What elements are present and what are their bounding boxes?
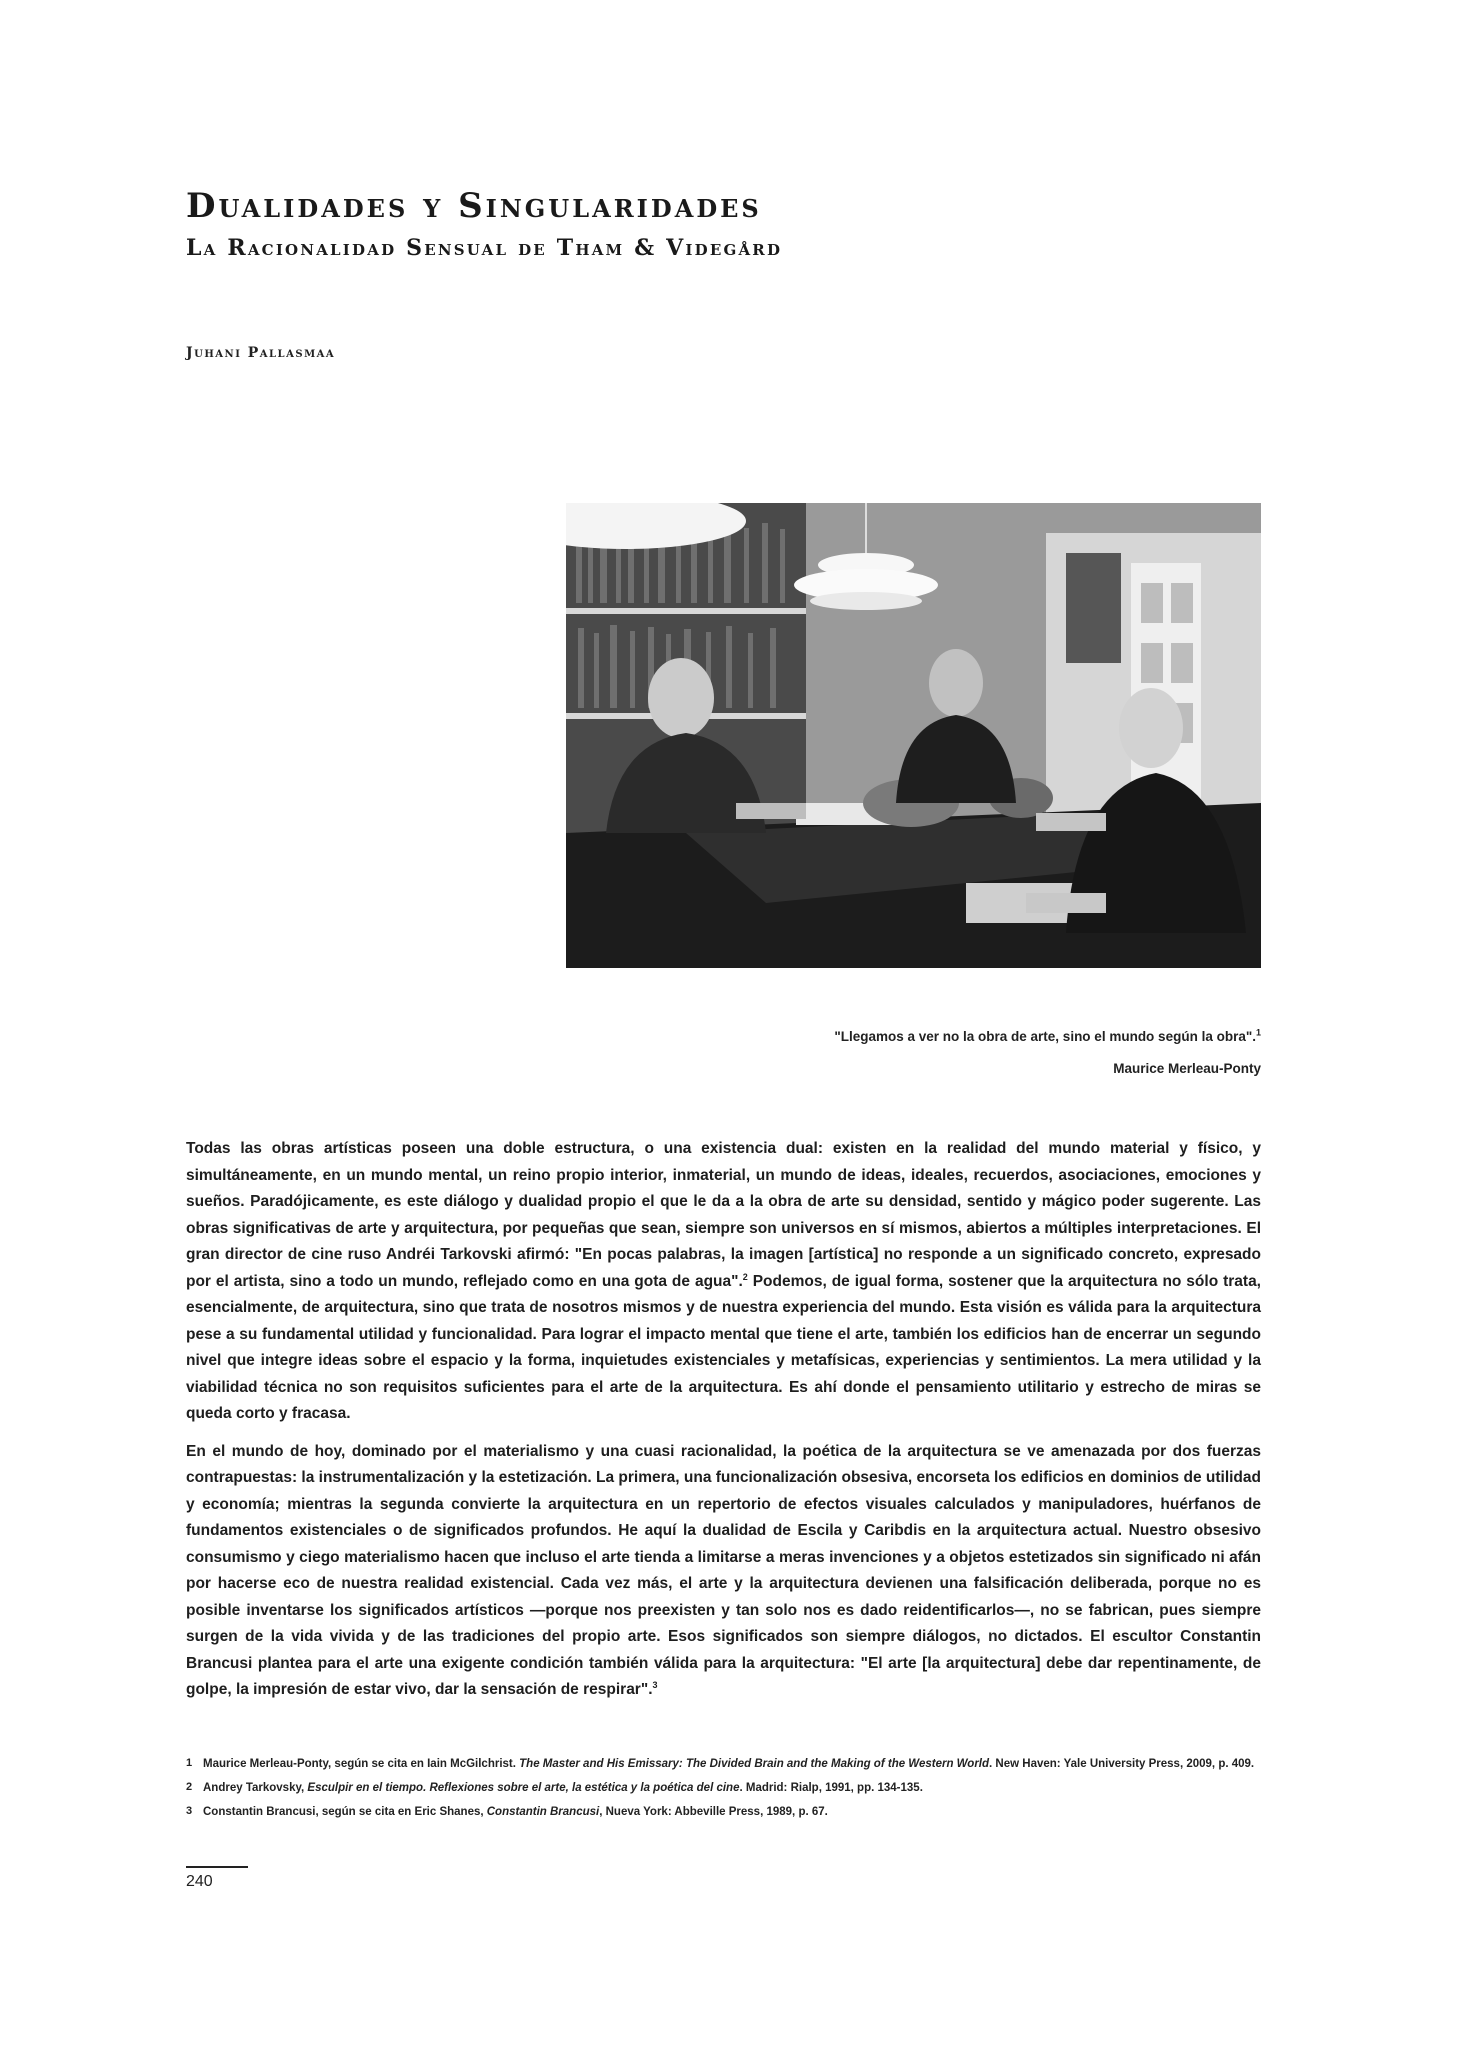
article-body [186, 1136, 1261, 1715]
footnote-part: Maurice Merleau-Ponty, según se cita en Iain McGilchrist. [203, 1758, 520, 1770]
page-number: 240 [186, 1873, 213, 1890]
footnote [186, 1755, 1261, 1773]
footnote-text [203, 1755, 1261, 1773]
paragraph-text: En el mundo de hoy, dominado por el materialismo y una cuasi racionalidad, la poética de la arquitectura se ve amenazada por dos fuerzas contrapuestas: la instrumentalización y la estetización. La primera, una funcionalización obsesiva, encorseta los edificios en dominios de utilidad y economía; mientras la segunda convierte la arquitectura en un repertorio de efectos visuales calculados y manipuladores, huérfanos de fundamentos existenciales o de significados profundos. He aquí la dualidad de Escila y Caribdis en la arquitectura actual. Nuestro obsesivo consumismo y ciego materialismo hacen que incluso el arte tienda a limitarse a meras invenciones y a objetos estetizados sin significado ni afán por hacerse eco de nuestra realidad existencial. Cada vez más, el arte y la arquitectura devienen una falsificación deliberada, porque no es posible inventarse los significados artísticos —porque nos preexisten y tan solo nos es dado reidentificarlos—, no se fabrican, pues siempre surgen de la vida vivida y de las tradiciones del propio arte. Esos significados son siempre diálogos, no dictados. El escultor Constantin Brancusi plantea para el arte una exigente condición también válida para la arquitectura: "El arte [la arquitectura] debe dar repentinamente, de golpe, la impresión de estar vivo, dar la sensación de respirar". [186, 1442, 1261, 1698]
epigraph-attribution: Maurice Merleau-Ponty [1113, 1061, 1261, 1076]
paragraph-text: Podemos, de igual forma, sostener que la arquitectura no sólo trata, esencialmente, de arquitectura, sino que trata de nosotros mismos y de nuestra experiencia del mundo. Esta visión es válida para la arquitectura pese a su fundamental utilidad y funcionalidad. Para lograr el impacto mental que tiene el arte, también los edificios han de encerrar un segundo nivel que integre ideas sobre el espacio y la forma, inquietudes existenciales y metafísicas, experiencias y sentimientos. La mera utilidad y la viabilidad técnica no son requisitos suficientes para el arte de la arquitectura. Es ahí donde el pensamiento utilitario y estrecho de miras se queda corto y fracasa. [186, 1272, 1261, 1422]
epigraph [834, 1027, 1261, 1079]
footnote-text [203, 1803, 1261, 1821]
epigraph-quote [834, 1027, 1261, 1047]
footnote-title: The Master and His Emissary: The Divided Brain and the Making of the Western World [519, 1758, 990, 1770]
footnote-ref[interactable]: 1 [1255, 1027, 1261, 1038]
footnote-part: . Madrid: Rialp, 1991, pp. 134-135. [739, 1782, 923, 1794]
paragraph [186, 1439, 1261, 1704]
footnote-text [203, 1779, 1261, 1797]
footnote-part: , Nueva York: Abbeville Press, 1989, p. 67. [599, 1806, 828, 1818]
footnote [186, 1803, 1261, 1821]
page-number-rule [186, 1866, 248, 1868]
paragraph [186, 1136, 1261, 1428]
footnote-part: Andrey Tarkovsky, [203, 1782, 308, 1794]
article-author: Juhani Pallasmaa [186, 345, 336, 361]
footnote-title: Esculpir en el tiempo. Reflexiones sobre el arte, la estética y la poética del cine [307, 1782, 740, 1794]
article-subtitle: La Racionalidad Sensual de Tham & Videgård [186, 235, 783, 261]
epigraph-quote-text: "Llegamos a ver no la obra de arte, sino el mundo según la obra". [834, 1029, 1256, 1044]
footnote-number: 3 [186, 1805, 193, 1817]
footnote-title: Constantin Brancusi [486, 1806, 600, 1818]
footnote-part: Constantin Brancusi, según se cita en Eric Shanes, [203, 1806, 487, 1818]
footnotes [186, 1755, 1261, 1827]
footnote-number: 2 [186, 1781, 193, 1793]
footnote-part: . New Haven: Yale University Press, 2009, p. 409. [989, 1758, 1255, 1770]
footnote-number: 1 [186, 1757, 193, 1769]
footnote-ref[interactable]: 3 [652, 1679, 658, 1690]
photograph-three-men-at-table-icon [566, 503, 1261, 968]
article-photo [566, 503, 1261, 968]
footnote [186, 1779, 1261, 1797]
paragraph-text: Todas las obras artísticas poseen una doble estructura, o una existencia dual: existen en la realidad del mundo material y físico, y simultáneamente, en un mundo mental, un reino propio interior, inmaterial, un mundo de ideas, ideales, recuerdos, asociaciones, emociones y sueños. Paradójicamente, es este diálogo y dualidad propio el que le da a la obra de arte su densidad, sentido y mágico poder sugerente. Las obras significativas de arte y arquitectura, por pequeñas que sean, siempre son universos en sí mismos, abiertos a múltiples interpretaciones. El gran director de cine ruso Andréi Tarkovski afirmó: "En pocas palabras, la imagen [artística] no responde a un significado concreto, expresado por el artista, sino a todo un mundo, reflejado como en una gota de agua". [186, 1140, 1261, 1290]
footnote-ref[interactable]: 2 [742, 1271, 748, 1282]
article-title: Dualidades y Singularidades [186, 186, 762, 226]
